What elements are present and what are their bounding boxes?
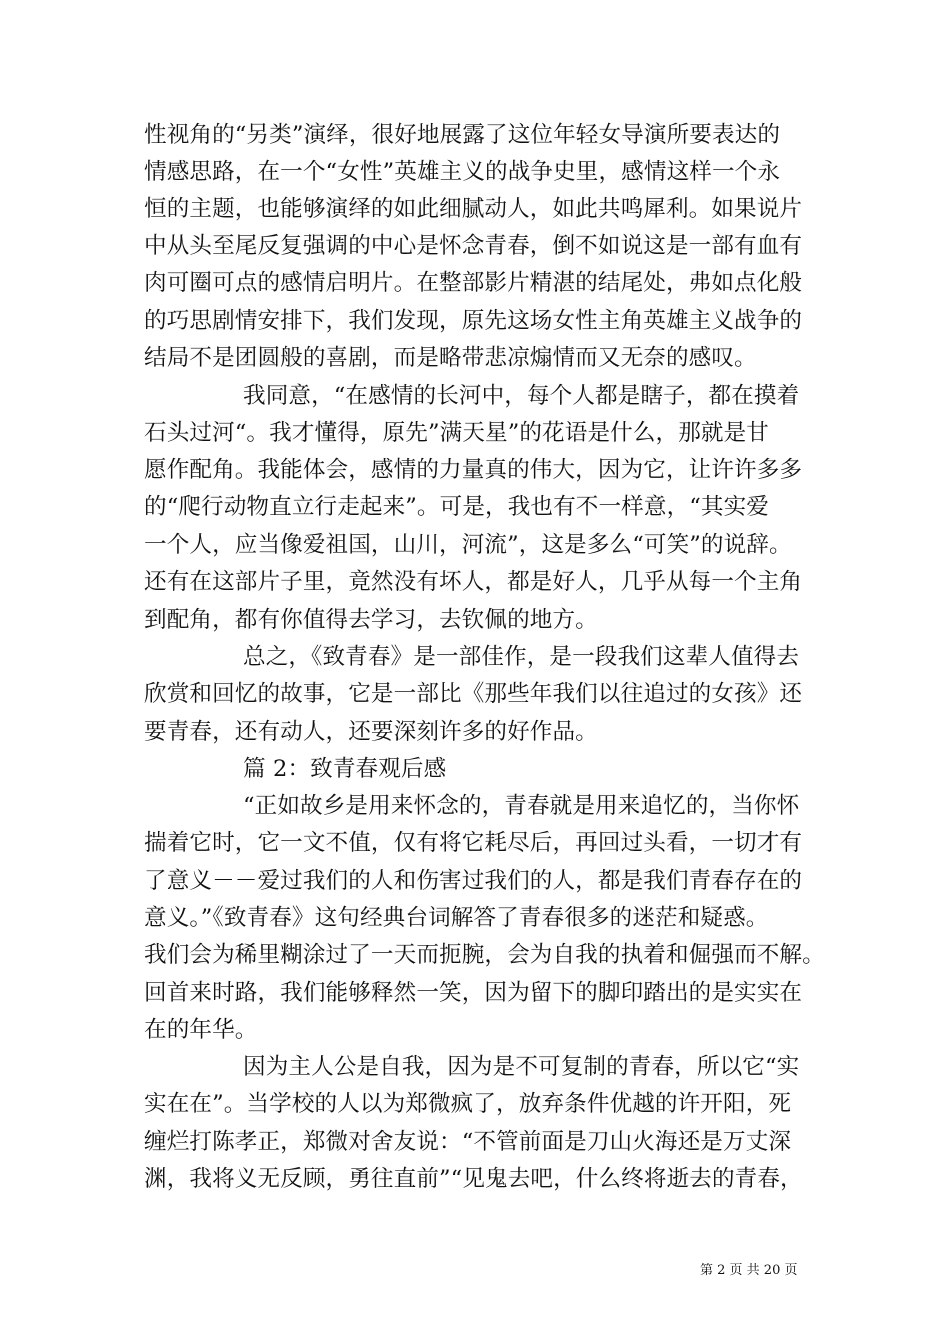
text-line: 情感思路，在一个“女性”英雄主义的战争史里，感情这样一个永 (144, 159, 781, 185)
text-line: 愿作配角。我能体会，感情的力量真的伟大，因为它，让许许多多 (144, 457, 803, 483)
paragraph-start-line: 总之，《致青春》是一部佳作，是一段我们这辈人值得去 (243, 644, 800, 670)
text-line: 渊，我将义无反顾，勇往直前”“见鬼去吧，什么终将逝去的青春， (144, 1166, 803, 1192)
text-line: 实在在”。当学校的人以为郑微疯了，放弃条件优越的许开阳，死 (144, 1091, 792, 1117)
page-number-footer: 第 2 页 共 20 页 (700, 1263, 798, 1278)
text-line: 肉可圈可点的感情启明片。在整部影片精湛的结尾处，弗如点化般 (144, 270, 803, 296)
text-line: 到配角，都有你值得去学习，去钦佩的地方。 (144, 607, 598, 633)
text-line: 缠烂打陈孝正，郑微对舍友说：“不管前面是刀山火海还是万丈深 (144, 1129, 792, 1155)
paragraph-start-line: “正如故乡是用来怀念的，青春就是用来追忆的，当你怀 (243, 793, 800, 819)
text-line: 回首来时路，我们能够释然一笑，因为留下的脚印踏出的是实实在 (144, 980, 803, 1006)
paragraph-start-line: 因为主人公是自我，因为是不可复制的青春，所以它“实 (243, 1054, 800, 1080)
text-line: 在的年华。 (144, 1017, 258, 1043)
text-line: 中从头至尾反复强调的中心是怀念青春，倒不如说这是一部有血有 (144, 233, 803, 259)
text-line: 一个人，应当像爱祖国，山川，河流”，这是多么“可笑”的说辞。 (144, 532, 792, 558)
text-line: 了意义－－爱过我们的人和伤害过我们的人，都是我们青春存在的 (144, 868, 803, 894)
section-heading: 篇 2：致青春观后感 (243, 756, 447, 782)
text-line: 的“爬行动物直立行走起来”。可是，我也有不一样意，“其实爱 (144, 494, 769, 520)
text-line: 恒的主题，也能够演绎的如此细腻动人，如此共鸣犀利。如果说片 (144, 196, 803, 222)
text-line: 结局不是团圆般的喜剧，而是略带悲凉煽情而又无奈的感叹。 (144, 345, 757, 371)
paragraph-start-line: 我同意，“在感情的长河中，每个人都是瞎子，都在摸着 (243, 383, 800, 409)
text-line: 欣赏和回忆的故事，它是一部比《那些年我们以往追过的女孩》还 (144, 681, 803, 707)
text-line: 性视角的“另类”演绎，很好地展露了这位年轻女导演所要表达的 (144, 122, 781, 148)
text-line: 还有在这部片子里，竟然没有坏人，都是好人，几乎从每一个主角 (144, 569, 803, 595)
text-line: 我们会为稀里糊涂过了一天而扼腕，会为自我的执着和倔强而不解。 (144, 942, 825, 968)
text-line: 揣着它时，它一文不值，仅有将它耗尽后，再回过头看，一切才有 (144, 830, 803, 856)
text-line: 石头过河“。我才懂得，原先”满天星”的花语是什么，那就是甘 (144, 420, 769, 446)
text-line: 意义。”《致青春》这句经典台词解答了青春很多的迷茫和疑惑。 (144, 905, 769, 931)
text-line: 的巧思剧情安排下，我们发现，原先这场女性主角英雄主义战争的 (144, 308, 803, 334)
text-line: 要青春，还有动人，还要深刻许多的好作品。 (144, 719, 598, 745)
